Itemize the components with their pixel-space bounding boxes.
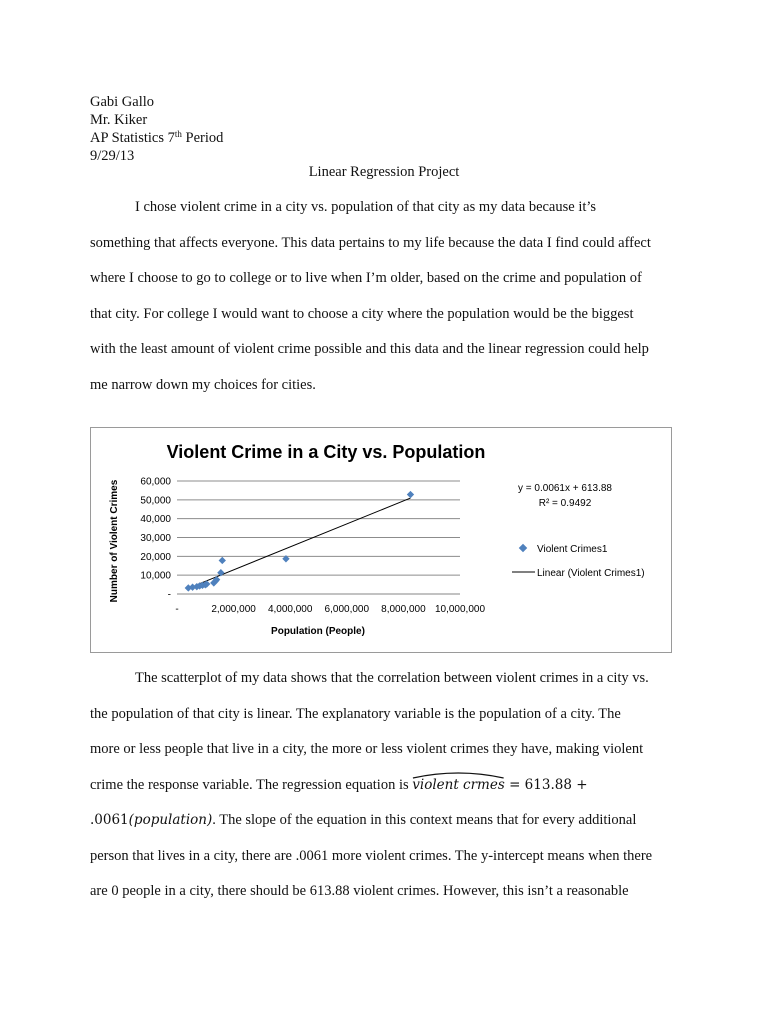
- text-line: are 0 people in a city, there should be 613.88 violent crimes. However, this isn’t a reasonable: [90, 883, 629, 899]
- legend-marker-scatter: [519, 544, 527, 552]
- y-tick-label: 30,000: [140, 533, 171, 544]
- header-block: [90, 93, 223, 165]
- hat-accent-icon: [412, 771, 505, 779]
- text-line-with-equation: .0061(population). The slope of the equation in this context means that for every additional: [90, 812, 637, 828]
- x-axis-label: Population (People): [271, 626, 365, 637]
- teacher-name: Mr. Kiker: [90, 112, 148, 128]
- legend-label-scatter: Violent Crimes1: [537, 544, 608, 555]
- regression-equation: y = 0.0061x + 613.88: [518, 483, 612, 494]
- chart-title: Violent Crime in a City vs. Population: [166, 442, 486, 462]
- text-line: I chose violent crime in a city vs. population of that city as my data because it’s: [135, 199, 597, 215]
- text-line: more or less people that live in a city, the more or less violent crimes they have, making violent: [90, 741, 644, 757]
- text-line: me narrow down my choices for cities.: [90, 376, 316, 393]
- text-line: the population of that city is linear. The explanatory variable is the population of a city. The: [90, 705, 621, 722]
- chart-frame: [90, 427, 672, 653]
- r-squared: R² = 0.9492: [538, 498, 592, 509]
- x-tick-label: -: [175, 604, 179, 615]
- text-line-with-equation: crime the response variable. The regression equation is violent crmes = 613.88 +: [90, 777, 690, 813]
- paragraph-analysis: [90, 670, 690, 919]
- regression-equation-inline: violent crmes = 613.88 +: [412, 777, 587, 793]
- text-line: something that affects everyone. This data pertains to my life because the data I find could affect: [90, 234, 651, 251]
- y-tick-label: 50,000: [140, 495, 171, 507]
- x-tick-label: 10,000,000: [434, 604, 486, 615]
- data-point: [219, 557, 226, 564]
- paragraph-intro: [90, 199, 690, 412]
- x-tick-label: 2,000,000: [211, 604, 256, 615]
- trendline: [197, 498, 411, 585]
- y-tick-label: 60,000: [140, 476, 171, 488]
- x-tick-label: 8,000,000: [381, 604, 426, 615]
- text-line: with the least amount of violent crime possible and this data and the linear regression could help: [90, 341, 649, 357]
- page-title: Linear Regression Project: [308, 164, 460, 180]
- y-tick-label: 20,000: [140, 551, 171, 563]
- y-axis-label: Number of Violent Crimes: [109, 479, 120, 603]
- y-tick-label: 10,000: [140, 570, 171, 582]
- x-tick-label: 6,000,000: [324, 604, 370, 615]
- data-point: [407, 491, 414, 498]
- text-line: that city. For college I would want to choose a city where the population would be the biggest: [90, 305, 634, 322]
- text-line: person that lives in a city, there are .0061 more violent crimes. The y-intercept means when there: [90, 847, 653, 864]
- date: 9/29/13: [90, 148, 135, 164]
- y-tick-label: -: [167, 589, 171, 601]
- hat-term: violent crmes: [412, 777, 505, 793]
- x-tick-label: 4,000,000: [267, 604, 313, 615]
- course-line: AP Statistics 7th Period: [90, 129, 224, 146]
- text-line: The scatterplot of my data shows that the correlation between violent crimes in a city vs.: [135, 670, 649, 686]
- legend-label-trendline: Linear (Violent Crimes1): [537, 568, 645, 579]
- scatter-chart: [91, 428, 671, 652]
- y-tick-label: 40,000: [140, 514, 171, 526]
- author-name: Gabi Gallo: [90, 94, 155, 110]
- text-line: where I choose to go to college or to live when I’m older, based on the crime and population of: [90, 270, 642, 286]
